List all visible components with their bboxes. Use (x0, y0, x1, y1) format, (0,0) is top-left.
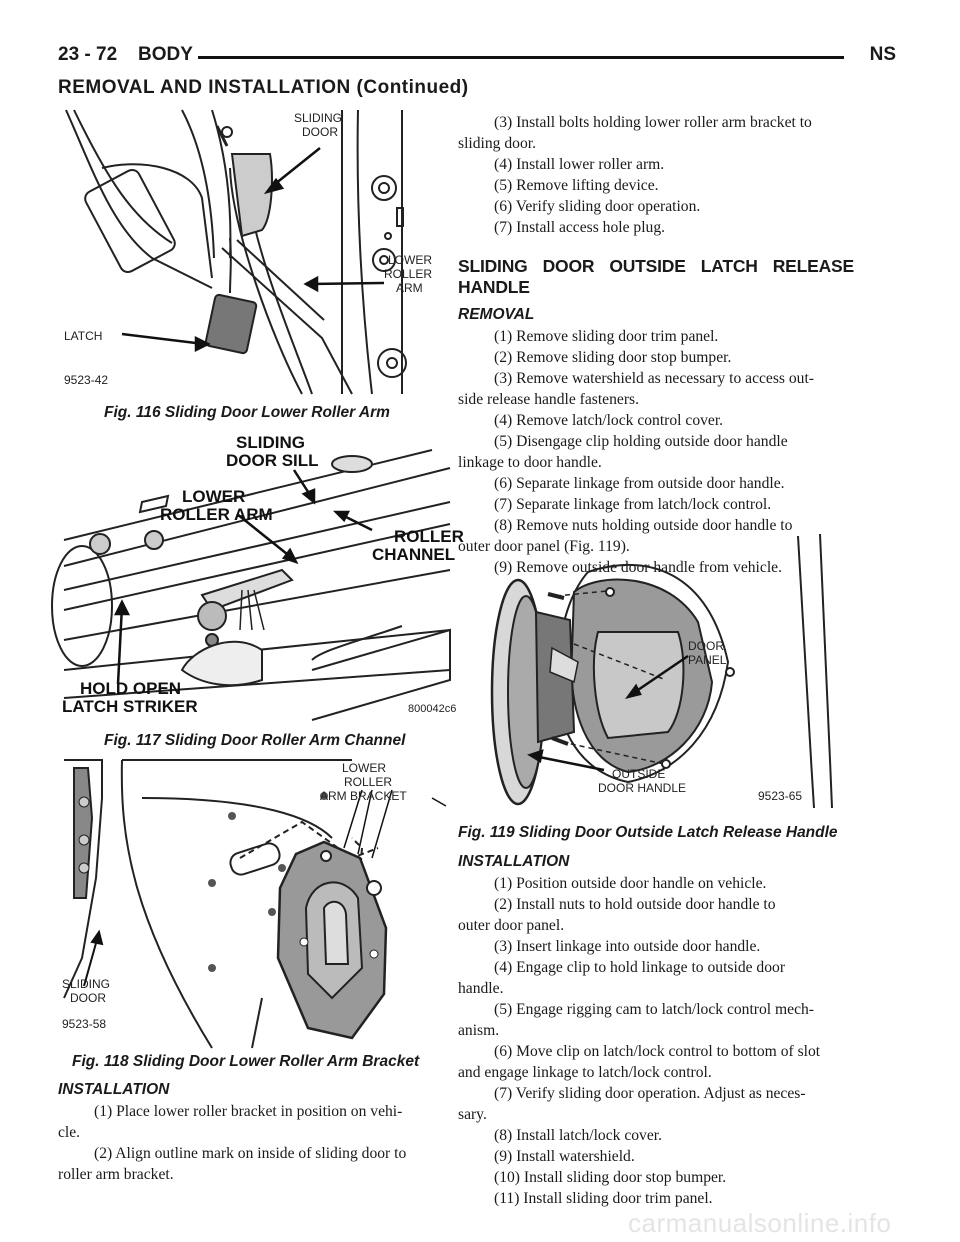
model-code: NS (869, 44, 896, 65)
label-lower-roller-arm-3: ARM (396, 281, 423, 295)
figure-116-code: 9523-42 (64, 373, 109, 387)
figure-117 (62, 430, 464, 720)
install-line-10: (7) Verify sliding door operation. Adjust as neces- (494, 1085, 806, 1102)
figure-117-drawing (62, 430, 464, 720)
cont-step-7: (7) Install access hole plug. (494, 219, 666, 236)
install-line-9: and engage linkage to latch/lock control. (458, 1064, 712, 1081)
label-sliding-door-sill-1: SLIDING (236, 433, 305, 452)
removal-line-9: (8) Remove nuts holding outside door handle to (494, 517, 793, 534)
label-sliding-door-2: DOOR (302, 125, 338, 139)
right-column (458, 112, 854, 578)
removal-line-4: (4) Remove latch/lock control cover. (494, 412, 724, 429)
figure-116-caption: Fig. 116 Sliding Door Lower Roller Arm (104, 404, 390, 421)
install-line-2: outer door panel. (458, 917, 565, 934)
label-bracket-2: ROLLER (344, 775, 393, 789)
label-door-panel-2: PANEL (688, 653, 727, 667)
removal-line-3: side release handle fasteners. (458, 391, 639, 408)
installation-heading-right: INSTALLATION (458, 853, 570, 870)
left-step-2a: (2) Align outline mark on inside of sliding door to (94, 1145, 407, 1162)
cont-step-3a: (3) Install bolts holding lower roller arm bracket to (494, 114, 812, 131)
removal-line-8: (7) Separate linkage from latch/lock control. (494, 496, 772, 513)
label-bracket-3: ARM BRACKET (320, 789, 407, 803)
svg-text:ROLLERCHANNEL (372, 527, 464, 564)
label-sliding-door-118-1: SLIDING (62, 977, 111, 991)
label-door-panel-1: DOOR (688, 639, 724, 653)
removal-line-11: (9) Remove outside door handle from vehicle. (494, 559, 782, 576)
label-latch: LATCH (64, 329, 103, 343)
removal-line-10: outer door panel (Fig. 119). (458, 538, 630, 555)
install-line-5: handle. (458, 980, 504, 997)
svg-text:DOORPANEL (688, 639, 727, 667)
removal-line-5: (5) Disengage clip holding outside door handle (494, 433, 788, 450)
label-outside-handle-2: DOOR HANDLE (598, 781, 687, 795)
label-sliding-door-1: SLIDING (294, 111, 343, 125)
label-lower-roller-arm-1: LOWER (388, 253, 433, 267)
svg-text:LOWERROLLERARM BRACKET (320, 761, 407, 803)
left-step-2b: roller arm bracket. (58, 1166, 174, 1183)
figure-118-code: 9523-58 (62, 1017, 107, 1031)
svg-text:HOLD OPENLATCH STRIKER (62, 679, 198, 716)
removal-line-7: (6) Separate linkage from outside door handle. (494, 475, 785, 492)
install-line-12: (8) Install latch/lock cover. (494, 1127, 663, 1144)
removal-heading: REMOVAL (458, 306, 535, 323)
watermark: carmanualsonline.info (628, 1208, 892, 1238)
install-line-4: (4) Engage clip to hold linkage to outside door (494, 959, 786, 976)
page-subtitle: REMOVAL AND INSTALLATION (Continued) (58, 77, 469, 98)
right-column-installation (458, 846, 854, 1209)
label-sliding-door-118-2: DOOR (70, 991, 106, 1005)
figure-119-drawing (478, 532, 858, 812)
install-line-14: (10) Install sliding door stop bumper. (494, 1169, 727, 1186)
label-roller-channel-1: ROLLER (394, 527, 464, 546)
figure-116 (62, 108, 434, 398)
install-line-1: (2) Install nuts to hold outside door handle to (494, 896, 776, 913)
removal-line-6: linkage to door handle. (458, 454, 602, 471)
section-name: BODY (138, 44, 193, 65)
left-step-1a: (1) Place lower roller bracket in position on vehi- (94, 1103, 403, 1120)
installation-heading-left: INSTALLATION (58, 1081, 170, 1098)
cont-step-4: (4) Install lower roller arm. (494, 156, 665, 173)
install-line-0: (1) Position outside door handle on vehicle. (494, 875, 767, 892)
cont-step-5: (5) Remove lifting device. (494, 177, 659, 194)
label-lower-roller-arm-a: LOWER (182, 487, 246, 506)
figure-118-drawing (62, 758, 442, 1048)
label-bracket-1: LOWER (342, 761, 387, 775)
removal-line-2: (3) Remove watershield as necessary to access out- (494, 370, 814, 387)
label-hold-open-2: LATCH STRIKER (62, 697, 198, 716)
svg-text:LOWERROLLERARM (384, 253, 432, 295)
label-outside-handle-1: OUTSIDE (612, 767, 666, 781)
figure-116-drawing (62, 108, 434, 398)
left-column (58, 1074, 438, 1185)
page-header (58, 44, 896, 74)
install-line-8: (6) Move clip on latch/lock control to bottom of slot (494, 1043, 821, 1060)
label-lower-roller-arm-2: ROLLER (384, 267, 433, 281)
cont-step-6: (6) Verify sliding door operation. (494, 198, 701, 215)
svg-text:SLIDINGDOOR (62, 977, 110, 1005)
install-line-6: (5) Engage rigging cam to latch/lock control mech- (494, 1001, 814, 1018)
figure-119 (478, 532, 858, 812)
label-roller-channel-2: CHANNEL (372, 545, 456, 564)
section-title: SLIDING DOOR OUTSIDE LATCH RELEASE HANDLE (458, 256, 854, 297)
svg-text:SLIDINGDOOR SILL (226, 433, 319, 470)
figure-118 (62, 758, 442, 1048)
page-number: 23 - 72 (58, 44, 118, 65)
figure-117-caption: Fig. 117 Sliding Door Roller Arm Channel (104, 732, 406, 749)
removal-line-0: (1) Remove sliding door trim panel. (494, 328, 719, 345)
header-rule (198, 56, 844, 59)
install-line-7: anism. (458, 1022, 500, 1039)
label-hold-open-1: HOLD OPEN (80, 679, 182, 698)
install-line-15: (11) Install sliding door trim panel. (494, 1190, 713, 1207)
install-line-11: sary. (458, 1106, 487, 1123)
figure-119-caption: Fig. 119 Sliding Door Outside Latch Release Handle (458, 824, 838, 841)
figure-119-code: 9523-65 (758, 789, 803, 803)
install-line-3: (3) Insert linkage into outside door handle. (494, 938, 761, 955)
figure-117-code: 800042c6 (408, 703, 457, 715)
removal-line-1: (2) Remove sliding door stop bumper. (494, 349, 732, 366)
svg-text:SLIDINGDOOR (294, 111, 342, 139)
figure-118-caption: Fig. 118 Sliding Door Lower Roller Arm Bracket (72, 1053, 420, 1070)
label-lower-roller-arm-b: ROLLER ARM (160, 505, 273, 524)
install-line-13: (9) Install watershield. (494, 1148, 635, 1165)
cont-step-3b: sliding door. (458, 135, 536, 152)
left-step-1b: cle. (58, 1124, 81, 1141)
svg-text:OUTSIDEDOOR HANDLE (598, 767, 686, 795)
label-sliding-door-sill-2: DOOR SILL (226, 451, 319, 470)
